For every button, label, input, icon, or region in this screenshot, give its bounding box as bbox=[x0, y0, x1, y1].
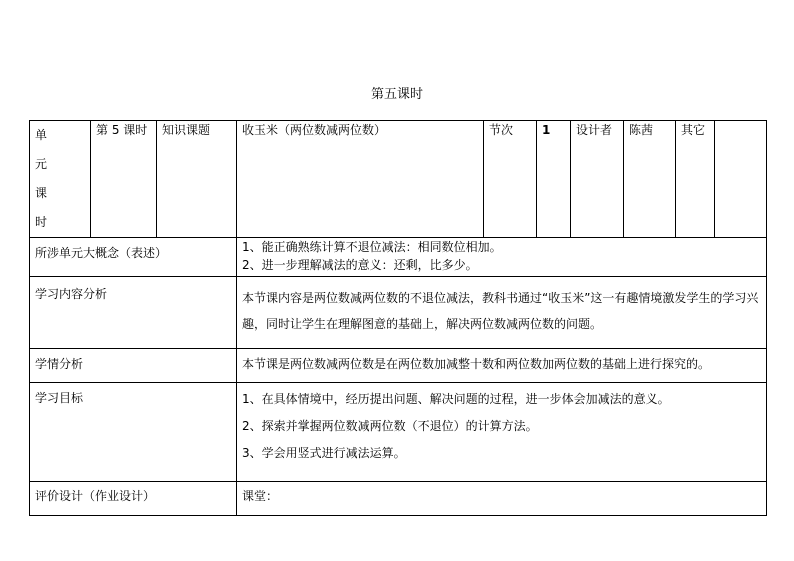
situation-analysis-label: 学情分析 bbox=[30, 349, 237, 383]
unit-label: 单 元 课 时 bbox=[30, 121, 91, 238]
content-analysis-text: 本节课内容是两位数减两位数的不退位减法，教科书通过“收玉米”这一有趣情境激发学生的学习兴趣，同时让学生在理解图意的基础上，解决两位数减两位数的问题。 bbox=[237, 277, 767, 349]
header-row bbox=[30, 121, 767, 238]
objective-item: 3、学会用竖式进行减法运算。 bbox=[242, 446, 406, 460]
objective-item: 1、在具体情境中，经历提出问题、解决问题的过程，进一步体会加减法的意义。 bbox=[242, 392, 670, 406]
big-concept-row bbox=[30, 238, 767, 277]
lesson-plan-table bbox=[29, 120, 767, 516]
evaluation-label: 评价设计（作业设计） bbox=[30, 482, 237, 516]
topic-value: 收玉米（两位数减两位数） bbox=[237, 121, 484, 238]
objective-item: 2、探索并掌握两位数减两位数（不退位）的计算方法。 bbox=[242, 419, 538, 433]
page-title: 第五课时 bbox=[370, 87, 423, 102]
content-analysis-row bbox=[30, 277, 767, 349]
situation-analysis-row bbox=[30, 349, 767, 383]
designer-value: 陈茜 bbox=[624, 121, 676, 238]
big-concept-body bbox=[237, 238, 767, 277]
objectives-row bbox=[30, 383, 767, 482]
section-label: 节次 bbox=[484, 121, 537, 238]
designer-label: 设计者 bbox=[571, 121, 624, 238]
evaluation-text: 课堂： bbox=[237, 482, 767, 516]
content-analysis-label: 学习内容分析 bbox=[30, 277, 237, 349]
other-value bbox=[715, 121, 767, 238]
big-concept-line: 1、能正确熟练计算不退位减法：相同数位相加。 bbox=[242, 240, 502, 254]
big-concept-label: 所涉单元大概念（表述） bbox=[30, 238, 237, 277]
other-label: 其它 bbox=[676, 121, 715, 238]
section-value: 1 bbox=[537, 121, 571, 238]
situation-analysis-text: 本节课是两位数减两位数是在两位数加减整十数和两位数加两位数的基础上进行探究的。 bbox=[237, 349, 767, 383]
evaluation-row bbox=[30, 482, 767, 516]
lesson-number: 第 5 课时 bbox=[91, 121, 157, 238]
objectives-list bbox=[237, 383, 767, 482]
objectives-label: 学习目标 bbox=[30, 383, 237, 482]
big-concept-line: 2、进一步理解减法的意义：还剩，比多少。 bbox=[242, 258, 478, 272]
topic-label: 知识课题 bbox=[157, 121, 237, 238]
